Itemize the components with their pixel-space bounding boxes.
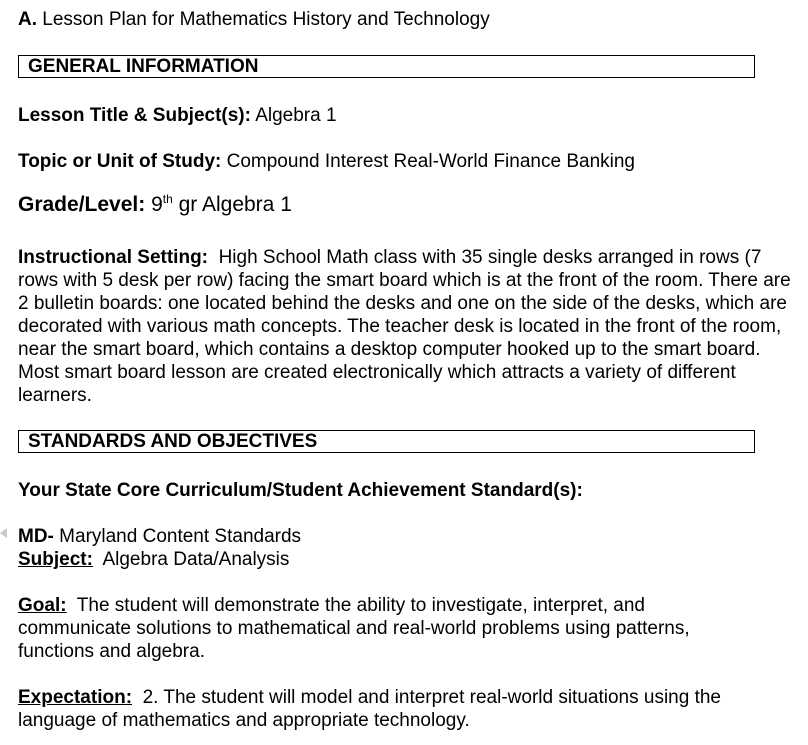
lesson-title-label: Lesson Title & Subject(s): xyxy=(18,105,251,126)
topic-field xyxy=(18,150,635,173)
expectation-label: Expectation: xyxy=(18,687,133,708)
document-heading xyxy=(18,8,490,31)
grade-level-field xyxy=(18,192,292,217)
goal-paragraph xyxy=(18,594,758,663)
topic-label: Topic or Unit of Study: xyxy=(18,151,222,172)
heading-text: Lesson Plan for Mathematics History and Technology xyxy=(42,9,490,30)
section-standards-objectives: STANDARDS AND OBJECTIVES xyxy=(18,430,755,453)
md-value: Maryland Content Standards xyxy=(59,526,302,547)
grade-number: 9 xyxy=(151,193,163,216)
subject-field xyxy=(18,548,289,571)
goal-text: The student will demonstrate the ability to investigate, interpret, and communicate solutions to mathematical and real-world problems using patterns, functions and algebra. xyxy=(18,595,690,662)
section-general-information: GENERAL INFORMATION xyxy=(18,55,755,78)
setting-text: High School Math class with 35 single desks arranged in rows (7 rows with 5 desk per row) facing the smart board which is at the front of the room. There are 2 bulletin boards: one located behind the desks and one on the side of the desks, which are decorated with various math concepts. The teacher desk is located in the front of the room, near the smart board, which contains a desktop computer hooked up to the smart board. Most smart board lesson are created electronically which attracts a variety of different learners. xyxy=(18,247,791,406)
grade-label: Grade/Level: xyxy=(18,193,146,216)
grade-value: gr Algebra 1 xyxy=(178,193,292,216)
expectation-text: 2. The student will model and interpret real-world situations using the language of mathematics and appropriate technology. xyxy=(18,687,721,731)
heading-prefix: A. xyxy=(18,9,37,30)
md-field xyxy=(18,525,301,548)
lesson-title-value: Algebra 1 xyxy=(255,105,337,126)
setting-label: Instructional Setting: xyxy=(18,247,208,268)
standard-heading: Your State Core Curriculum/Student Achievement Standard(s): xyxy=(18,480,583,501)
lesson-title-field xyxy=(18,104,337,127)
md-label: MD- xyxy=(18,526,54,547)
grade-suffix: th xyxy=(162,192,173,206)
goal-label: Goal: xyxy=(18,595,67,616)
expectation-paragraph xyxy=(18,686,788,732)
topic-value: Compound Interest Real-World Finance Banking xyxy=(226,151,635,172)
subject-label: Subject: xyxy=(18,549,93,570)
instructional-setting-paragraph xyxy=(18,246,803,407)
paragraph-marker-icon xyxy=(0,528,7,538)
subject-value: Algebra Data/Analysis xyxy=(102,549,290,570)
